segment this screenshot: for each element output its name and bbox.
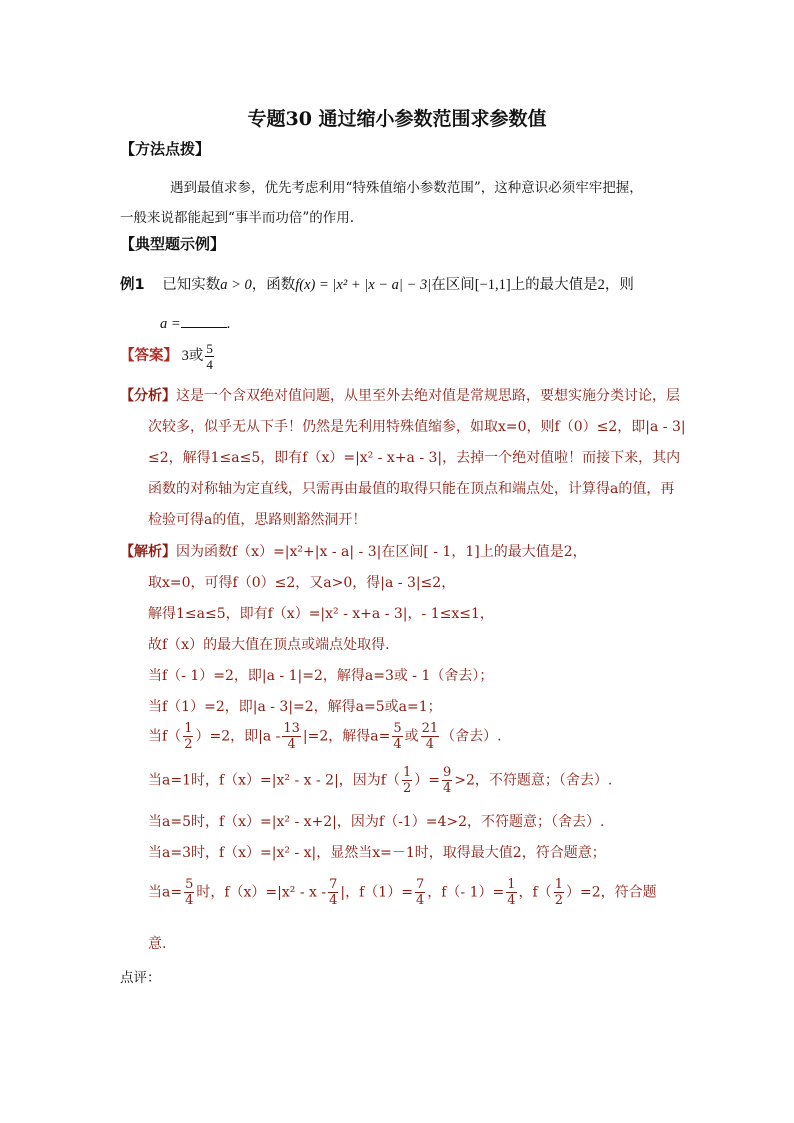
example-text-b: ，函数 [251, 277, 296, 293]
analysis-line-3: ≤2，解得1≤a≤5，即有f（x）=|x² - x+a - 3|，去掉一个绝对值啦！而接下来，其内 [148, 450, 681, 466]
method-text-line-1: 遇到最值求参，优先考虑利用“特殊值缩小参数范围”，这种意识必须牢牢把握， [170, 180, 643, 196]
answer-label: 【答案】 [120, 347, 178, 364]
example-ask: a = . [160, 313, 230, 333]
page-title: 专题30 通过缩小参数范围求参数值 [247, 108, 547, 130]
example-text-c: 在区间 [431, 277, 475, 293]
solution-line-2: 取x=0，可得f（0）≤2，又a>0，得|a - 3|≤2， [148, 575, 456, 591]
answer-text: 3或 [181, 347, 204, 364]
solution-line-7: 当f（ $\frac{1}{2}$ ）=2，即|a - $\frac{13}{4}$ |=2，解得a= $\frac{5}{4}$ 或 $\frac{21}{4}$ （舍去）. [148, 721, 502, 752]
example-text-d: 上的最大值是2，则 [510, 277, 634, 293]
solution-line-1: 【解析】因为函数f（x）=|x²+|x - a| - 3|在区间[ - 1，1]上的最大值是2， [120, 544, 587, 560]
example-ask-text: a = [160, 316, 181, 332]
analysis-line-4: 函数的对称轴为定直线，只需再由最值的取得只能在顶点和端点处，计算得a的值，再 [148, 481, 675, 497]
analysis-line-5: 检验可得a的值，思路则豁然洞开！ [148, 512, 367, 528]
answer-fraction: $\frac{5}{4}$ [206, 341, 213, 372]
solution-line-11: 当a= $\frac{5}{4}$ 时，f（x）=|x² - x - $\frac{7}{4}$ |，f（1）= $\frac{7}{4}$ ，f（- 1）= $\frac{1}{4}$ ，f（ $\frac{1}{2}$ ）=2，符合题 [148, 877, 657, 908]
example-text-a: 已知实数 [162, 277, 221, 293]
analysis-label: 【分析】 [120, 388, 176, 404]
analysis-line-2: 次较多，似乎无从下手！仍然是先利用特殊值缩参，如取x=0，则f（0）≤2，即|a - 3| [148, 419, 686, 435]
solution-line-12: 意. [148, 936, 167, 952]
example-interval: [−1,1] [474, 277, 511, 293]
solution-line-5: 当f（- 1）=2，即|a - 1|=2，解得a=3或 - 1（舍去）； [148, 668, 494, 684]
solution-label: 【解析】 [120, 544, 176, 560]
answer-block [120, 342, 216, 371]
solution-line-3: 解得1≤a≤5，即有f（x）=|x² - x+a - 3|，- 1≤x≤1， [148, 606, 494, 622]
solution-line-8: 当a=1时，f（x）=|x² - x - 2|，因为f（ $\frac{1}{2}$ ）= $\frac{9}{4}$ >2，不符题意；（舍去）. [148, 765, 613, 796]
example-condition: a > 0 [220, 277, 252, 293]
answer-blank [181, 313, 227, 328]
solution-line-10: 当a=3时，f（x）=|x² - x|，显然当x=－1时，取得最大值2，符合题意； [148, 845, 606, 861]
example-function: f(x) = |x² + |x − a| − 3| [295, 277, 432, 293]
method-text-line-2: 一般来说都能起到“事半而功倍”的作用. [120, 210, 355, 226]
example-label: 例1 [120, 277, 145, 293]
examples-heading: 【典型题示例】 [120, 235, 226, 253]
example-question [120, 273, 634, 294]
solution-line-6: 当f（1）=2，即|a - 3|=2，解得a=5或a=1； [148, 699, 442, 715]
method-heading: 【方法点拨】 [120, 140, 211, 158]
solution-line-4: 故f（x）的最大值在顶点或端点处取得. [148, 637, 390, 653]
analysis-line-1: 【分析】这是一个含双绝对值问题，从里至外去绝对值是常规思路，要想实施分类讨论，层 [120, 388, 680, 404]
comment-label: 点评： [120, 970, 161, 986]
solution-line-9: 当a=5时，f（x）=|x² - x+2|，因为f（-1）=4>2，不符题意；（舍去）. [148, 814, 605, 830]
